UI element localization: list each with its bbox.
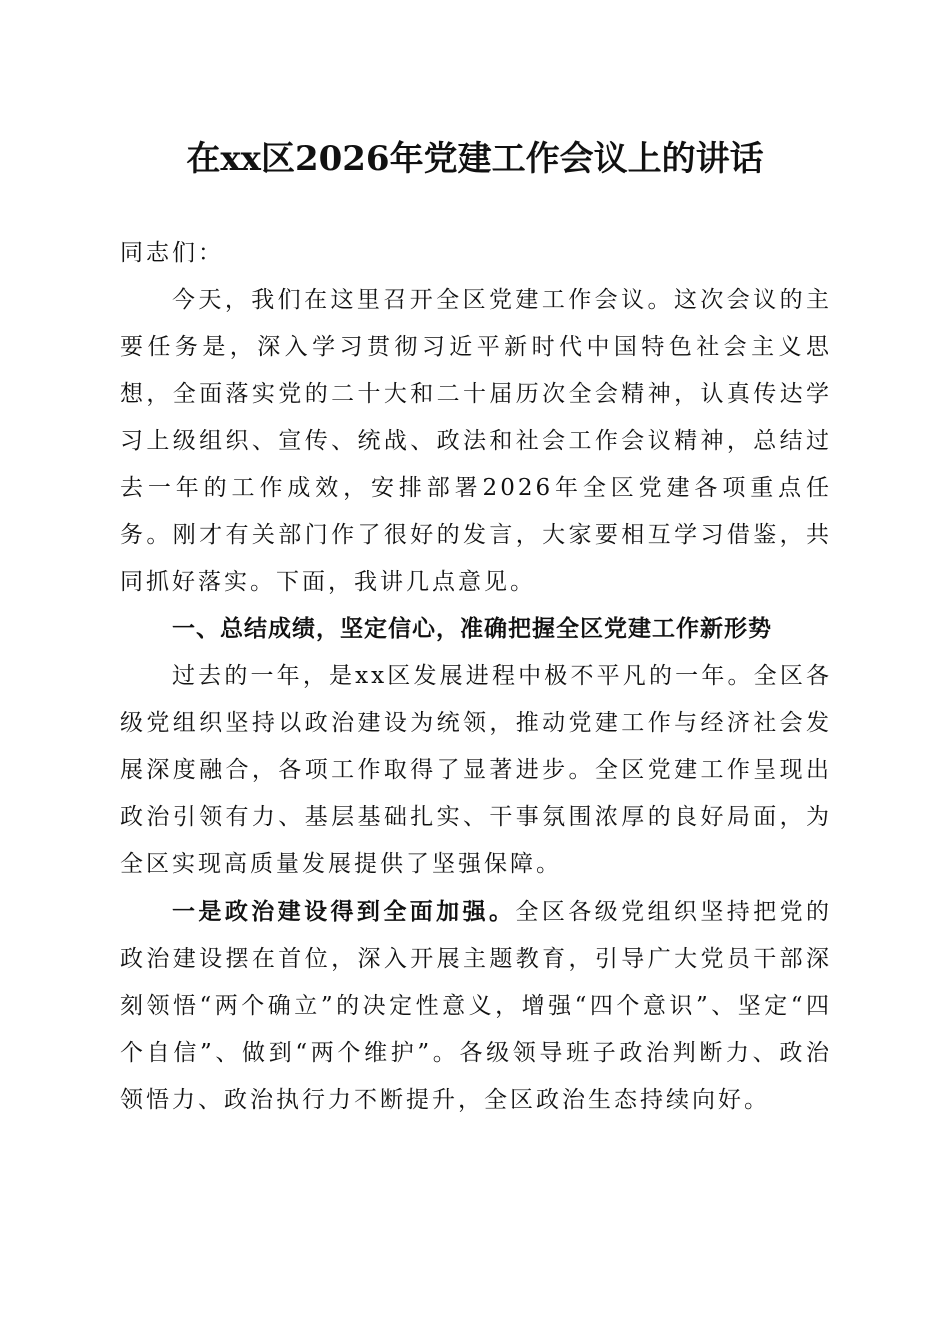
paragraph-text: 全区各级党组织坚持把党的政治建设摆在首位，深入开展主题教育，引导广大党员干部深刻领悟“两个确立”的决定性意义，增强“四个意识”、坚定“四个自信”、做到“两个维护”。各级领导班子政治判断力、政治领悟力、政治执行力不断提升，全区政治生态持续向好。	[120, 899, 833, 1113]
paragraph-review: 过去的一年，是xx区发展进程中极不平凡的一年。全区各级党组织坚持以政治建设为统领，推动党建工作与经济社会发展深度融合，各项工作取得了显著进步。全区党建工作呈现出政治引领有力、基层基础扎实、干事氛围浓厚的良好局面，为全区实现高质量发展提供了坚强保障。	[120, 663, 832, 877]
document-body	[120, 230, 832, 1124]
paragraph-lead: 一是政治建设得到全面加强。	[172, 898, 516, 925]
paragraph-political-building	[120, 888, 832, 1124]
section-heading-1: 一、总结成绩，坚定信心，准确把握全区党建工作新形势	[172, 616, 772, 642]
document-title: 在xx区2026年党建工作会议上的讲话	[186, 139, 764, 179]
salutation: 同志们：	[120, 240, 224, 266]
paragraph-opening: 今天，我们在这里召开全区党建工作会议。这次会议的主要任务是，深入学习贯彻习近平新时代中国特色社会主义思想，全面落实党的二十大和二十届历次全会精神，认真传达学习上级组织、宣传、统战、政法和社会工作会议精神，总结过去一年的工作成效，安排部署2026年全区党建各项重点任务。刚才有关部门作了很好的发言，大家要相互学习借鉴，共同抓好落实。下面，我讲几点意见。	[120, 287, 832, 595]
